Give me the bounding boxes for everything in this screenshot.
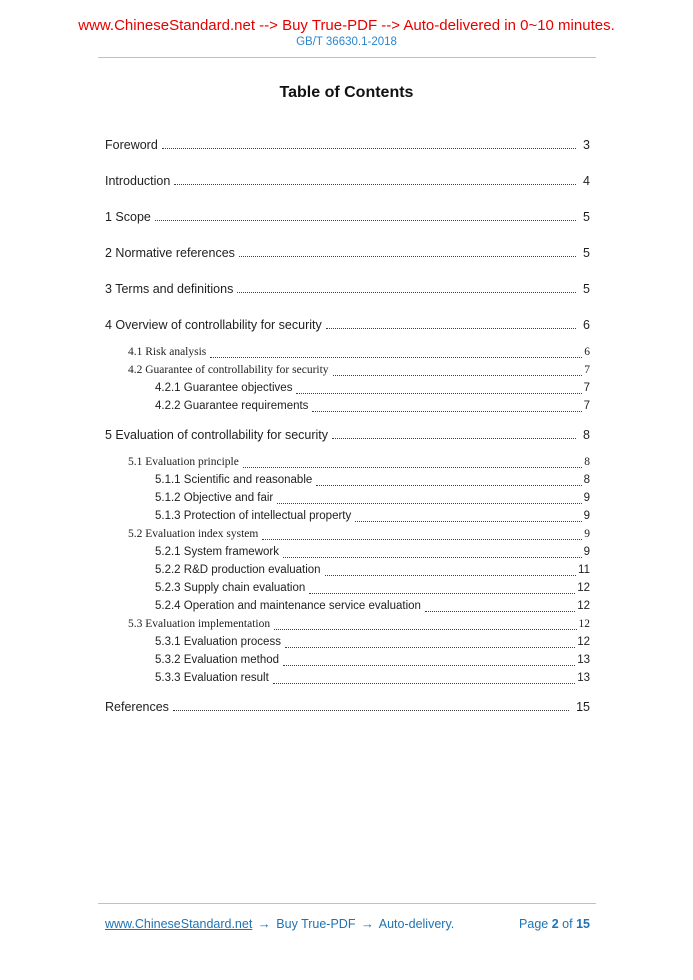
promo-banner[interactable]: www.ChineseStandard.net --> Buy True-PDF --> Auto-delivered in 0~10 minutes. [78, 17, 615, 34]
toc-entry-label: 5.3.3 Evaluation result [155, 672, 269, 684]
toc-entry[interactable] [105, 317, 590, 333]
toc-entry-label: 5.3.1 Evaluation process [155, 636, 281, 648]
toc-leader-dots [333, 375, 583, 376]
toc-entry[interactable] [105, 209, 590, 225]
toc-entry[interactable] [105, 489, 590, 507]
toc-leader-dots [425, 611, 575, 612]
toc-leader-dots [273, 683, 575, 684]
toc-leader-dots [296, 393, 581, 394]
footer-link[interactable]: www.ChineseStandard.net [105, 917, 253, 931]
toc-entry[interactable] [105, 669, 590, 687]
toc-leader-dots [309, 593, 575, 594]
toc-page-number: 12 [577, 600, 590, 612]
toc-entry[interactable] [105, 525, 590, 543]
toc-entry-label: 1 Scope [105, 210, 151, 224]
toc-entry[interactable] [105, 615, 590, 633]
toc-entry-label: Foreword [105, 138, 158, 152]
arrow-right-icon: → [257, 916, 271, 931]
toc-leader-dots [155, 220, 576, 221]
toc-entry-label: 5.3.2 Evaluation method [155, 654, 280, 666]
toc-page-number: 12 [578, 618, 590, 630]
toc-page-number: 6 [583, 318, 590, 332]
toc-entry-label: 4 Overview of controllability for security [105, 318, 322, 332]
toc-entry-label: 5.1.2 Objective and fair [155, 492, 274, 504]
toc-leader-dots [274, 629, 576, 630]
toc-entry-label: 5.2 Evaluation index system [128, 528, 259, 540]
toc-page-number: 7 [584, 364, 590, 376]
toc-entry[interactable] [105, 633, 590, 651]
toc-entry-label: 4.1 Risk analysis [128, 346, 207, 358]
footer-promo [105, 916, 456, 932]
toc-entry[interactable] [105, 361, 590, 379]
toc-page-number: 8 [583, 474, 590, 486]
toc-page-number: 13 [577, 654, 590, 666]
footer-divider [98, 903, 596, 904]
toc-entry[interactable] [105, 173, 590, 189]
toc-entry-label: 5.2.2 R&D production evaluation [155, 564, 321, 576]
footer-buy-text: Buy True-PDF [276, 917, 356, 931]
toc-entry-label: 3 Terms and definitions [105, 282, 234, 296]
toc-entry-label: 4.2 Guarantee of controllability for security [128, 364, 329, 376]
page-title: Table of Contents [279, 84, 414, 101]
toc-leader-dots [162, 148, 576, 149]
toc-entry-label: 5.2.1 System framework [155, 546, 279, 558]
total-pages-number: 15 [576, 917, 590, 931]
page-footer [0, 903, 693, 980]
toc-entry-label: 5.1.1 Scientific and reasonable [155, 474, 313, 486]
toc-leader-dots [312, 411, 581, 412]
toc-leader-dots [316, 485, 581, 486]
toc-entry-label: 4.2.2 Guarantee requirements [155, 400, 309, 412]
toc-entry[interactable] [105, 427, 590, 443]
toc-entry-label: 2 Normative references [105, 246, 235, 260]
toc-leader-dots [283, 665, 575, 666]
toc-page-number: 9 [583, 492, 590, 504]
toc-entry[interactable] [105, 561, 590, 579]
toc-page-number: 9 [583, 546, 590, 558]
toc-page-number: 5 [583, 282, 590, 296]
toc-page-number: 13 [577, 672, 590, 684]
toc-entry[interactable] [105, 543, 590, 561]
page-indicator [519, 916, 590, 932]
toc-entry[interactable] [105, 597, 590, 615]
toc-entry[interactable] [105, 281, 590, 297]
toc-page-number: 8 [584, 456, 590, 468]
header-divider [98, 57, 596, 58]
toc-entry[interactable] [105, 245, 590, 261]
toc-entry-label: 5.1.3 Protection of intellectual property [155, 510, 352, 522]
toc-page-number: 15 [576, 700, 590, 714]
toc-page-number: 9 [584, 528, 590, 540]
toc-leader-dots [355, 521, 581, 522]
toc-leader-dots [285, 647, 575, 648]
toc-entry-label: Introduction [105, 174, 171, 188]
toc-entry[interactable] [105, 343, 590, 361]
toc-page-number: 7 [583, 382, 590, 394]
toc-entry-label: References [105, 700, 169, 714]
toc-entry[interactable] [105, 137, 590, 153]
toc-entry[interactable] [105, 379, 590, 397]
toc-leader-dots [210, 357, 582, 358]
table-of-contents [105, 137, 590, 715]
toc-page-number: 7 [583, 400, 590, 412]
toc-leader-dots [174, 184, 576, 185]
toc-leader-dots [237, 292, 576, 293]
toc-entry[interactable] [105, 507, 590, 525]
toc-leader-dots [325, 575, 576, 576]
toc-entry-label: 5.1 Evaluation principle [128, 456, 239, 468]
toc-page-number: 3 [583, 138, 590, 152]
toc-page-number: 4 [583, 174, 590, 188]
of-label: of [562, 917, 573, 931]
toc-page-number: 12 [577, 582, 590, 594]
toc-page-number: 11 [578, 564, 590, 576]
toc-leader-dots [326, 328, 576, 329]
toc-entry-label: 5.2.4 Operation and maintenance service evaluation [155, 600, 421, 612]
page-label: Page [519, 917, 549, 931]
toc-page-number: 5 [583, 246, 590, 260]
toc-entry-label: 5 Evaluation of controllability for security [105, 428, 329, 442]
current-page-number: 2 [551, 917, 559, 931]
toc-page-number: 6 [584, 346, 590, 358]
footer-delivery-text: Auto-delivery. [378, 917, 455, 931]
toc-page-number: 12 [577, 636, 590, 648]
toc-entry-label: 5.3 Evaluation implementation [128, 618, 271, 630]
toc-page-number: 8 [583, 428, 590, 442]
standard-code: GB/T 36630.1-2018 [296, 36, 397, 48]
toc-entry-label: 4.2.1 Guarantee objectives [155, 382, 293, 394]
toc-entry[interactable] [105, 471, 590, 489]
toc-entry[interactable] [105, 699, 590, 715]
toc-leader-dots [173, 710, 569, 711]
toc-leader-dots [277, 503, 581, 504]
toc-entry[interactable] [105, 651, 590, 669]
toc-entry[interactable] [105, 579, 590, 597]
toc-leader-dots [239, 256, 576, 257]
toc-entry[interactable] [105, 453, 590, 471]
toc-leader-dots [243, 467, 582, 468]
arrow-right-icon: → [360, 916, 374, 931]
toc-page-number: 5 [583, 210, 590, 224]
toc-leader-dots [332, 438, 576, 439]
toc-leader-dots [283, 557, 582, 558]
toc-entry-label: 5.2.3 Supply chain evaluation [155, 582, 306, 594]
toc-entry[interactable] [105, 397, 590, 415]
toc-page-number: 9 [583, 510, 590, 522]
toc-leader-dots [262, 539, 582, 540]
